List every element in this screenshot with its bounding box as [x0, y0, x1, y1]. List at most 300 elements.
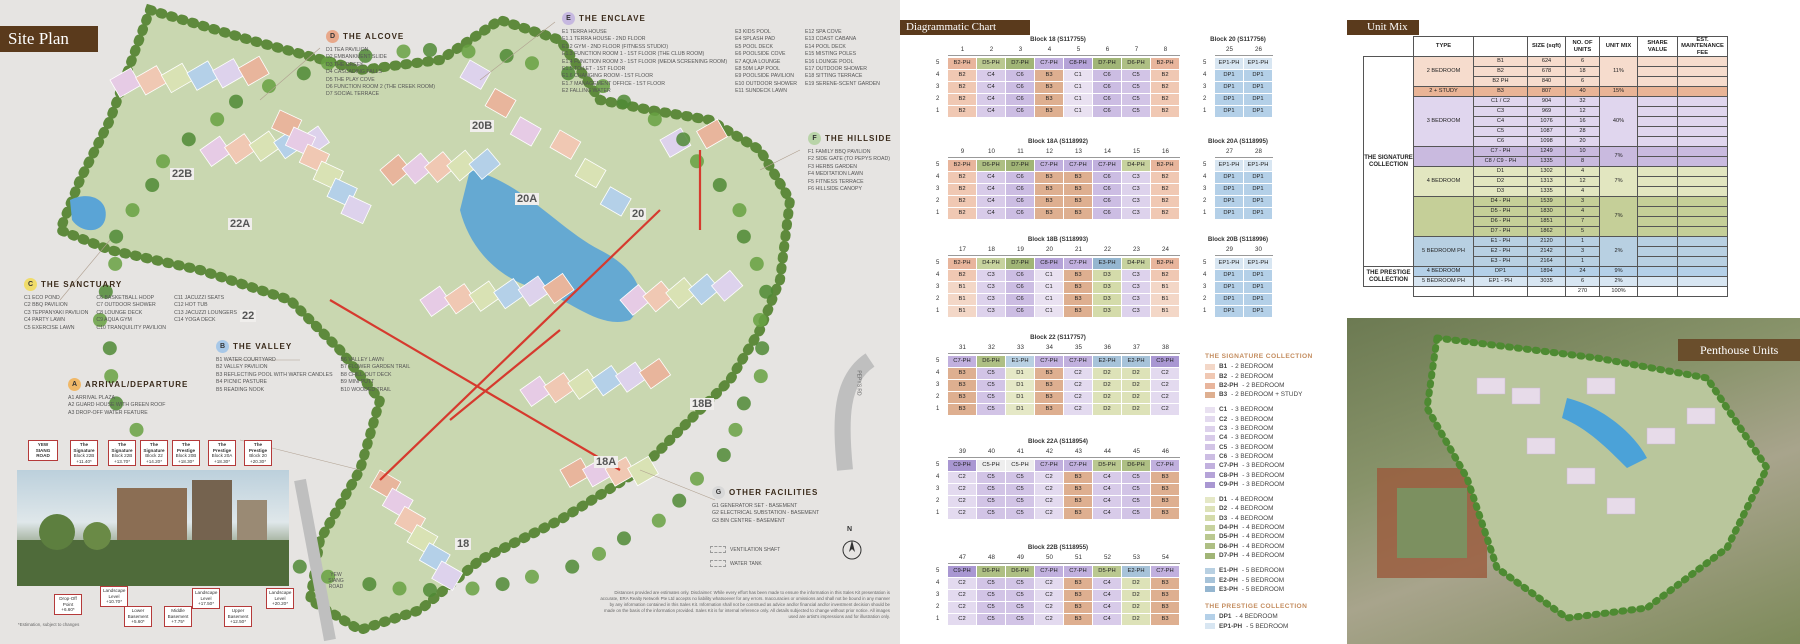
unit-cell: C3	[977, 282, 1005, 293]
unit-cell: D4-PH	[1122, 160, 1150, 171]
unit-cell: C6	[1093, 208, 1121, 219]
legend-item	[1205, 585, 1313, 594]
floor-row	[936, 106, 1180, 117]
zone-item: E9 POOLSIDE PAVILION	[735, 73, 794, 80]
unit-cell: B3	[1064, 590, 1092, 601]
unit-cell: C5	[1122, 472, 1150, 483]
map-legend	[710, 543, 780, 571]
tree-icon	[672, 494, 686, 508]
bedroom-type: 4 BEDROOM	[1414, 167, 1474, 197]
zone-item: C14 YOGA DECK	[174, 317, 216, 324]
floor-label: 4	[1203, 174, 1207, 181]
legend-swatch	[1205, 426, 1215, 432]
unit-cell: D1	[1006, 392, 1034, 403]
floor-label: 2	[936, 198, 940, 205]
unit-cell: C2	[1151, 368, 1179, 379]
unit-cell: DP1	[1244, 82, 1272, 93]
table-cell: C3	[1474, 107, 1528, 117]
zone-item: G3 BIN CENTRE - BASEMENT	[712, 517, 785, 524]
table-cell: D2	[1474, 177, 1528, 187]
zone-name: THE SANCTUARY	[41, 279, 123, 289]
stack-number: 45	[1133, 448, 1140, 455]
unit-cell: B3	[1035, 196, 1063, 207]
table-cell: 2142	[1528, 247, 1566, 257]
legend-code: C8-PH	[1219, 471, 1239, 479]
zone-item: E14 POOL DECK	[805, 43, 846, 50]
unit-cell: D7-PH	[1006, 58, 1034, 69]
unit-cell: C6	[1093, 172, 1121, 183]
site-plan-title: Site Plan	[0, 26, 98, 52]
floor-row	[936, 306, 1180, 317]
callout-name: The Prestige	[176, 442, 196, 453]
zone-item: E11 SUNDECK LAWN	[735, 88, 787, 95]
legend-code: B3	[1219, 391, 1228, 399]
map-legend-ventilation: VENTILATION SHAFT	[730, 547, 781, 553]
table-cell-empty	[1638, 247, 1678, 257]
tree-icon	[728, 423, 742, 437]
legend-code: B2	[1219, 372, 1228, 380]
unit-cell: D3	[1093, 270, 1121, 281]
block-label: 20B	[472, 120, 493, 132]
unit-cell: B2	[948, 70, 976, 81]
unit-cell: C6	[1006, 294, 1034, 305]
legend-desc: - 3 BEDROOM	[1231, 443, 1274, 451]
stack-number: 13	[1075, 148, 1082, 155]
unit-cell: C2	[948, 472, 976, 483]
tree-icon	[737, 230, 751, 244]
unit-cell: C1	[1035, 306, 1063, 317]
unit-cell: C3	[1122, 184, 1150, 195]
elevation-photo	[17, 470, 289, 586]
legend-swatch	[1205, 373, 1215, 379]
unit-cell: B3	[1035, 208, 1063, 219]
unit-cell: C6	[1006, 106, 1034, 117]
floor-label: 3	[936, 284, 940, 291]
legend-desc: - 3 BEDROOM	[1231, 425, 1274, 433]
tree-icon	[754, 369, 768, 383]
unit-cell: D2	[1093, 380, 1121, 391]
table-cell: 624	[1528, 57, 1566, 67]
unit-grid	[1203, 258, 1273, 318]
stack-number: 23	[1133, 246, 1140, 253]
legend-swatch	[1205, 506, 1215, 512]
callout-block: Block 22B	[111, 453, 133, 459]
unit-cell: D6-PH	[977, 566, 1005, 577]
table-cell-empty	[1638, 257, 1678, 267]
elevation-callout-top	[208, 440, 236, 466]
unit-cell: C5	[1122, 496, 1150, 507]
legend-swatch	[1205, 482, 1215, 488]
unit-cell: C1	[1064, 70, 1092, 81]
unit-cell: C2	[1064, 380, 1092, 391]
unit-cell: C6	[1093, 184, 1121, 195]
legend-code: C5	[1219, 443, 1228, 451]
unit-cell: C6	[1093, 106, 1121, 117]
unit-cell: D6-PH	[1006, 566, 1034, 577]
zone-badge: G	[712, 486, 725, 499]
table-cell: 678	[1528, 67, 1566, 77]
tree-icon	[737, 396, 751, 410]
table-cell: 24	[1566, 267, 1600, 277]
unit-cell: B3	[1064, 196, 1092, 207]
unit-mix-panel	[1347, 0, 1800, 644]
legend-item	[1205, 424, 1313, 433]
unit-cell: DP1	[1215, 270, 1243, 281]
stack-number: 24	[1162, 246, 1169, 253]
unit-cell: B3	[1035, 404, 1063, 415]
unit-cell: B3	[1151, 472, 1179, 483]
floor-row	[936, 82, 1180, 93]
floor-label: 5	[936, 462, 940, 469]
table-cell: 9%	[1600, 267, 1638, 277]
block-title: Block 18A (S118992)	[1028, 138, 1088, 145]
unit-cell: DP1	[1215, 82, 1243, 93]
unit-stack-numbers	[948, 148, 1180, 155]
callout-name: The Signature	[143, 442, 165, 453]
callout-level: +20.30*	[250, 458, 266, 464]
unit-cell: D6-PH	[1122, 460, 1150, 471]
zone-item: C2 BBQ PAVILION	[24, 302, 68, 309]
zone-item: C12 HOT TUB	[174, 302, 208, 309]
unit-cell: D2	[1122, 614, 1150, 625]
unit-cell: B3	[1035, 392, 1063, 403]
table-cell-empty	[1678, 257, 1728, 267]
table-cell: 12	[1566, 177, 1600, 187]
unit-cell: C2	[1035, 590, 1063, 601]
zone-name: THE HILLSIDE	[825, 133, 892, 143]
zone-item: C1 ECO POND	[24, 295, 60, 301]
legend-code: E3-PH	[1219, 585, 1238, 593]
legend-item	[1205, 443, 1313, 452]
table-cell: E1 - PH	[1474, 237, 1528, 247]
zone-item: D3 THE CREEK	[326, 61, 364, 68]
unit-grid	[936, 356, 1180, 416]
floor-label: 3	[936, 486, 940, 493]
collection-label: THE SIGNATURE COLLECTION	[1364, 57, 1414, 267]
unit-cell: D3	[1093, 282, 1121, 293]
floor-label: 5	[936, 260, 940, 267]
table-cell-empty	[1638, 77, 1678, 87]
zone-item: D7 SOCIAL TERRACE	[326, 91, 380, 98]
legend-group-title: THE SIGNATURE COLLECTION	[1205, 353, 1313, 360]
stack-number: 30	[1255, 246, 1262, 253]
unit-cell: B3	[1064, 270, 1092, 281]
callout-level: +6.60*	[61, 607, 75, 613]
unit-cell: B2	[948, 94, 976, 105]
unit-cell: C4	[977, 172, 1005, 183]
tree-icon	[496, 577, 510, 591]
callout-block: Block 22B	[73, 453, 95, 459]
zone-item: C9 AQUA GYM	[96, 317, 132, 324]
table-cell-empty	[1638, 147, 1678, 157]
block-title: Block 20B (S118996)	[1207, 236, 1269, 243]
table-cell: 2%	[1600, 277, 1638, 287]
block-label: 22B	[172, 168, 193, 180]
unit-cell: B2	[948, 106, 976, 117]
unit-cell: B2-PH	[1151, 258, 1179, 269]
stack-number: 21	[1075, 246, 1082, 253]
unit-cell: C4	[977, 106, 1005, 117]
legend-item	[1205, 542, 1313, 551]
elevation-callout-top	[244, 440, 272, 466]
stack-number: 38	[1162, 344, 1169, 351]
unit-cell: B3	[1035, 184, 1063, 195]
stack-number: 17	[959, 246, 966, 253]
floor-label: 5	[1203, 162, 1207, 169]
legend-code: C7-PH	[1219, 462, 1239, 470]
unit-cell: DP1	[1215, 70, 1243, 81]
floor-row	[1203, 82, 1273, 93]
tree-icon	[648, 112, 662, 126]
stack-number: 27	[1226, 148, 1233, 155]
unit-cell: D7-PH	[1006, 160, 1034, 171]
table-cell: 1	[1566, 237, 1600, 247]
table-cell-empty	[1678, 277, 1728, 287]
tree-icon	[109, 230, 123, 244]
floor-row	[936, 614, 1180, 625]
unit-cell: C3	[1122, 282, 1150, 293]
unit-stack-numbers	[1215, 246, 1273, 253]
stack-number: 48	[988, 554, 995, 561]
legend-code: D5-PH	[1219, 533, 1239, 541]
unit-cell: C1	[1035, 294, 1063, 305]
floor-label: 4	[936, 272, 940, 279]
table-cell: D7 - PH	[1474, 227, 1528, 237]
zone-item: B8 CHILL-OUT DECK	[340, 371, 392, 378]
bedroom-type: 2 + STUDY	[1414, 87, 1474, 97]
legend-desc: - 2 BEDROOM	[1242, 381, 1285, 389]
unit-cell: C4	[1093, 484, 1121, 495]
legend-code: E2-PH	[1219, 576, 1238, 584]
floor-label: 5	[936, 568, 940, 575]
zone-item: D2 EMBANKMENT SLIDE	[326, 54, 388, 61]
table-row	[1364, 277, 1728, 287]
unit-cell: C6	[1006, 82, 1034, 93]
unit-cell: DP1	[1244, 106, 1272, 117]
unit-cell: C5	[1122, 70, 1150, 81]
table-cell: 1076	[1528, 117, 1566, 127]
legend-item	[1205, 622, 1313, 631]
floor-row	[1203, 196, 1273, 207]
floor-row	[936, 94, 1180, 105]
table-cell: 1	[1566, 257, 1600, 267]
table-cell: D6 - PH	[1474, 217, 1528, 227]
stack-number: 14	[1104, 148, 1111, 155]
unit-cell: B3	[1035, 368, 1063, 379]
legend-item	[1205, 405, 1313, 414]
table-cell-empty	[1678, 177, 1728, 187]
legend-code: B2-PH	[1219, 381, 1239, 389]
floor-row	[936, 70, 1180, 81]
zone-item: E17 OUTDOOR SHOWER	[805, 66, 868, 73]
elevation-callout-bottom	[192, 588, 220, 609]
unit-cell: C5	[977, 484, 1005, 495]
stack-number: 19	[1017, 246, 1024, 253]
legend-desc: - 2 BEDROOM	[1231, 363, 1274, 371]
unit-cell: D6-PH	[977, 356, 1005, 367]
legend-desc: - 3 BEDROOM	[1242, 471, 1285, 479]
table-cell-empty	[1678, 87, 1728, 97]
unit-cell: B3	[1151, 614, 1179, 625]
floor-row	[936, 356, 1180, 367]
stack-number: 25	[1226, 46, 1233, 53]
unit-cell: C4	[1093, 590, 1121, 601]
legend-alcove	[326, 30, 435, 99]
table-cell: 2164	[1528, 257, 1566, 267]
zone-item: C7 OUTDOOR SHOWER	[96, 302, 156, 309]
legend-code: D4-PH	[1219, 524, 1239, 532]
unit-cell: C5	[1006, 578, 1034, 589]
elevation-callout-bottom	[124, 606, 152, 627]
legend-item	[1205, 372, 1313, 381]
table-cell-empty	[1638, 267, 1678, 277]
unit-cell: C2	[948, 590, 976, 601]
table-cell: C5	[1474, 127, 1528, 137]
unit-cell: C2	[1035, 484, 1063, 495]
table-cell: D1	[1474, 167, 1528, 177]
unit-cell: C5	[977, 496, 1005, 507]
unit-cell: B3	[1151, 496, 1179, 507]
table-cell: 8	[1566, 157, 1600, 167]
unit-cell: B3	[1064, 472, 1092, 483]
unit-cell: C5	[977, 392, 1005, 403]
unit-cell: C2	[948, 484, 976, 495]
unit-cell: C3	[977, 306, 1005, 317]
unit-cell: D6-PH	[977, 160, 1005, 171]
floor-label: 2	[936, 296, 940, 303]
table-cell-empty	[1678, 207, 1728, 217]
block-label: 18B	[692, 398, 713, 410]
stack-number: 52	[1104, 554, 1111, 561]
zone-badge: B	[216, 340, 229, 353]
floor-row	[1203, 106, 1273, 117]
unit-cell: C6	[1006, 94, 1034, 105]
block-label: 22A	[230, 218, 251, 230]
stack-number: 3	[1018, 46, 1023, 53]
unit-cell: C2	[948, 602, 976, 613]
unit-cell: C7-PH	[1064, 160, 1092, 171]
legend-code: C9-PH	[1219, 480, 1239, 488]
chart-legend	[1205, 350, 1313, 631]
zone-item: E4 SPLASH PAD	[735, 36, 776, 43]
unit-mix-value: 7%	[1600, 167, 1638, 197]
legend-code: E1-PH	[1219, 567, 1238, 575]
zone-item: D4 CASCADING FALLS	[326, 69, 382, 76]
unit-cell: DP1	[1215, 106, 1243, 117]
unit-cell: C3	[1122, 270, 1150, 281]
stack-number: 11	[1017, 148, 1024, 155]
unit-cell: C3	[1122, 306, 1150, 317]
unit-cell: EP1-PH	[1215, 58, 1243, 69]
unit-cell: C5	[977, 508, 1005, 519]
table-cell-empty	[1638, 217, 1678, 227]
unit-cell: C8-PH	[1064, 58, 1092, 69]
elevation-callout-top	[108, 440, 136, 466]
table-cell: 4 BEDROOM	[1414, 267, 1474, 277]
tree-icon	[565, 560, 579, 574]
floor-label: 4	[936, 580, 940, 587]
table-cell: 6	[1566, 277, 1600, 287]
unit-cell: C1	[1035, 282, 1063, 293]
unit-cell: C6	[1006, 282, 1034, 293]
unit-cell: B2	[948, 208, 976, 219]
legend-desc: - 3 BEDROOM	[1231, 452, 1274, 460]
legend-desc: - 3 BEDROOM	[1242, 462, 1285, 470]
zone-item: D1 TEA PAVILION	[326, 47, 369, 53]
table-cell-empty	[1678, 217, 1728, 227]
elevation-callout-top	[172, 440, 200, 466]
zone-item: E1 TERRA HOUSE	[562, 29, 607, 35]
legend-swatch	[1205, 623, 1215, 629]
floor-row	[936, 160, 1180, 171]
callout-block: Block 20B	[175, 453, 197, 459]
zone-item: E1.6 CHANGING ROOM - 1ST FLOOR	[562, 73, 653, 80]
zone-item: E3 KIDS POOL	[735, 29, 771, 35]
stack-number: 7	[1134, 46, 1139, 53]
unit-cell: C6	[1093, 70, 1121, 81]
unit-cell: C6	[1093, 196, 1121, 207]
unit-cell: B3	[1151, 484, 1179, 495]
table-cell: 3035	[1528, 277, 1566, 287]
unit-cell: D7-PH	[1006, 258, 1034, 269]
table-header: SIZE (sqft)	[1528, 37, 1566, 57]
zone-item: B2 VALLEY PAVILION	[216, 364, 268, 371]
unit-cell: B3	[1035, 380, 1063, 391]
legend-code: DP1	[1219, 613, 1232, 621]
floor-label: 5	[936, 60, 940, 67]
tree-icon	[690, 154, 704, 168]
floor-label: 3	[936, 382, 940, 389]
elevation-callout-top	[140, 440, 168, 466]
table-cell: E3 - PH	[1474, 257, 1528, 267]
floor-label: 2	[936, 394, 940, 401]
callout-level: +11.40*	[76, 458, 92, 464]
legend-code: D2	[1219, 505, 1228, 513]
unit-cell: B3	[1035, 106, 1063, 117]
table-cell: 969	[1528, 107, 1566, 117]
legend-desc: - 4 BEDROOM	[1242, 551, 1285, 559]
legend-desc: - 5 BEDROOM	[1241, 567, 1285, 575]
block-title: Block 20 (S117756)	[1210, 36, 1266, 43]
unit-mix-value: 2%	[1600, 237, 1638, 267]
unit-cell: B1	[1151, 306, 1179, 317]
stack-number: 39	[959, 448, 966, 455]
zone-item: F3 HERBS GARDEN	[808, 163, 858, 170]
zone-item: G1 GENERATOR SET - BASEMENT	[712, 503, 798, 509]
unit-cell: C6	[1006, 184, 1034, 195]
floor-row	[936, 270, 1180, 281]
unit-cell: C4	[977, 94, 1005, 105]
floor-label: 2	[936, 96, 940, 103]
unit-cell: B2	[948, 172, 976, 183]
unit-cell: B3	[948, 368, 976, 379]
tree-icon	[732, 203, 746, 217]
stack-number: 43	[1075, 448, 1082, 455]
unit-cell: B1	[948, 306, 976, 317]
legend-desc: - 4 BEDROOM	[1242, 533, 1285, 541]
unit-cell: B2-PH	[1151, 160, 1179, 171]
tree-icon	[652, 514, 666, 528]
unit-stack-numbers	[1215, 46, 1273, 53]
unit-cell: C2	[1151, 392, 1179, 403]
tree-icon	[750, 257, 764, 271]
floor-row	[1203, 208, 1273, 219]
zone-item: E1.2 GYM - 2ND FLOOR (FITNESS STUDIO)	[562, 43, 669, 50]
zone-item: D6 FUNCTION ROOM 2 (THE CREEK ROOM)	[326, 84, 435, 91]
unit-cell: C5	[977, 368, 1005, 379]
table-cell-empty	[1638, 277, 1678, 287]
unit-stack-numbers	[948, 554, 1180, 561]
